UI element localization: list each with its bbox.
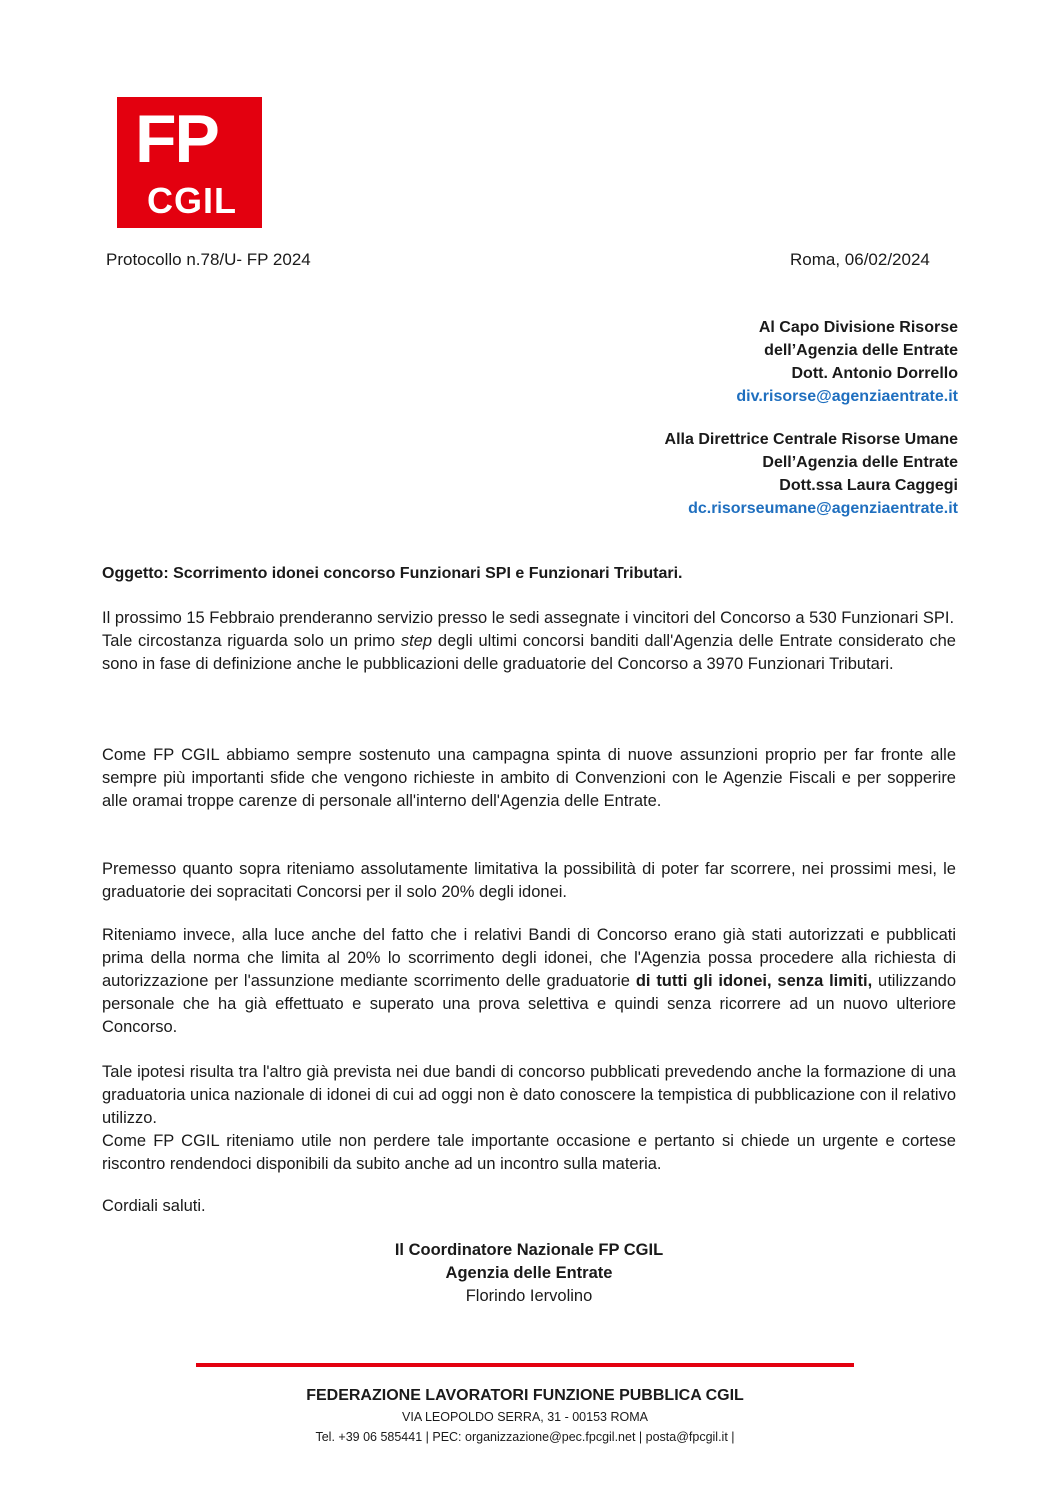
recipient-2-line2: Dell’Agenzia delle Entrate (762, 454, 958, 471)
logo-cgil-text: CGIL (147, 180, 237, 221)
paragraph-4-bold: di tutti gli idonei, senza limiti, (635, 972, 873, 990)
protocol-number: Protocollo n.78/U- FP 2024 (106, 250, 311, 269)
signature-org: Agenzia delle Entrate (445, 1264, 613, 1282)
paragraph-1b-pre: Tale circostanza riguarda solo un primo (102, 632, 401, 650)
signature-role: Il Coordinatore Nazionale FP CGIL (394, 1241, 664, 1259)
footer-contacts: Tel. +39 06 585441 | PEC: organizzazione@pec.fpcgil.net | posta@fpcgil.it | (315, 1430, 735, 1444)
recipient-block-1 (736, 316, 958, 408)
letter-date: Roma, 06/02/2024 (790, 250, 930, 269)
signature-name: Florindo Iervolino (465, 1287, 593, 1305)
closing-text: Cordiali saluti. (102, 1197, 206, 1215)
recipient-2-line1: Alla Direttrice Centrale Risorse Umane (664, 431, 958, 448)
paragraph-5a: Tale ipotesi risulta tra l'altro già prevista nei due bandi di concorso pubblicati prevedendo anche la formazione di una graduatoria unica nazionale di idonei di cui ad oggi non è dato conoscere la tempistica di pubblicazione con il relativo utilizzo. (102, 1063, 956, 1127)
paragraph-4-pre: Riteniamo invece, alla luce anche del fatto che i relativi Bandi di Concorso erano già stati autorizzati e pubblicati prima della norma che limita al 20% lo scorrimento degli idonei, che l'Agenzia possa procedere alla richiesta di autorizzazione per l'assunzione mediante scorrimento delle graduatorie (102, 926, 956, 990)
paragraph-1b-post: degli ultimi concorsi banditi dall'Agenzia delle Entrate considerato che sono in fase di definizione anche le pubblicazioni delle graduatorie del Concorso a 3970 Funzionari Tributari. (102, 632, 956, 673)
paragraph-3 (102, 858, 956, 904)
footer-address: VIA LEOPOLDO SERRA, 31 - 00153 ROMA (402, 1410, 648, 1424)
recipient-2-email-link[interactable]: dc.risorseumane@agenziaentrate.it (688, 500, 958, 517)
recipient-2-name: Dott.ssa Laura Caggegi (779, 477, 958, 494)
letter-subject: Oggetto: Scorrimento idonei concorso Funzionari SPI e Funzionari Tributari. (102, 565, 683, 582)
paragraph-2 (102, 744, 956, 813)
paragraph-4 (102, 924, 956, 1039)
paragraph-1b (102, 630, 956, 676)
closing (102, 1195, 956, 1218)
paragraph-4-text (102, 924, 956, 1039)
signature-block (300, 1239, 758, 1308)
paragraph-4-post: utilizzando personale che ha già effettuato e superato una prova selettiva e quindi senza ricorrere ad un nuovo ulteriore Concorso. (102, 972, 956, 1036)
footer (196, 1385, 854, 1447)
recipient-1-name: Dott. Antonio Dorrello (791, 365, 958, 382)
recipient-1-email-link[interactable]: div.risorse@agenziaentrate.it (736, 388, 958, 405)
fp-cgil-logo (117, 97, 262, 228)
footer-divider (196, 1363, 854, 1367)
paragraph-5 (102, 1061, 956, 1176)
recipient-block-2 (665, 428, 958, 520)
logo-fp-text: FP (135, 101, 218, 177)
paragraph-2-text: Come FP CGIL abbiamo sempre sostenuto una campagna spinta di nuove assunzioni proprio per far fronte alle sempre più importanti sfide che vengono richieste in ambito di Convenzioni con le Agenzie Fiscali e per sopperire alle oramai troppe carenze di personale all'interno dell'Agenzia delle Entrate. (102, 746, 956, 810)
paragraph-1b-emphasis: step (400, 632, 433, 650)
paragraph-1 (102, 607, 956, 676)
paragraph-1a: Il prossimo 15 Febbraio prenderanno servizio presso le sedi assegnate i vincitori del Concorso a 530 Funzionari SPI. (102, 609, 955, 627)
footer-federation: FEDERAZIONE LAVORATORI FUNZIONE PUBBLICA CGIL (306, 1387, 744, 1404)
recipient-1-line1: Al Capo Divisione Risorse (758, 319, 958, 336)
recipient-1-line2: dell’Agenzia delle Entrate (764, 342, 958, 359)
paragraph-5b: Come FP CGIL riteniamo utile non perdere tale importante occasione e pertanto si chiede un urgente e cortese riscontro rendendoci disponibili da subito anche ad un incontro sulla materia. (102, 1132, 956, 1173)
paragraph-3-text: Premesso quanto sopra riteniamo assolutamente limitativa la possibilità di poter far scorrere, nei prossimi mesi, le graduatorie dei sopracitati Concorsi per il solo 20% degli idonei. (102, 860, 956, 901)
